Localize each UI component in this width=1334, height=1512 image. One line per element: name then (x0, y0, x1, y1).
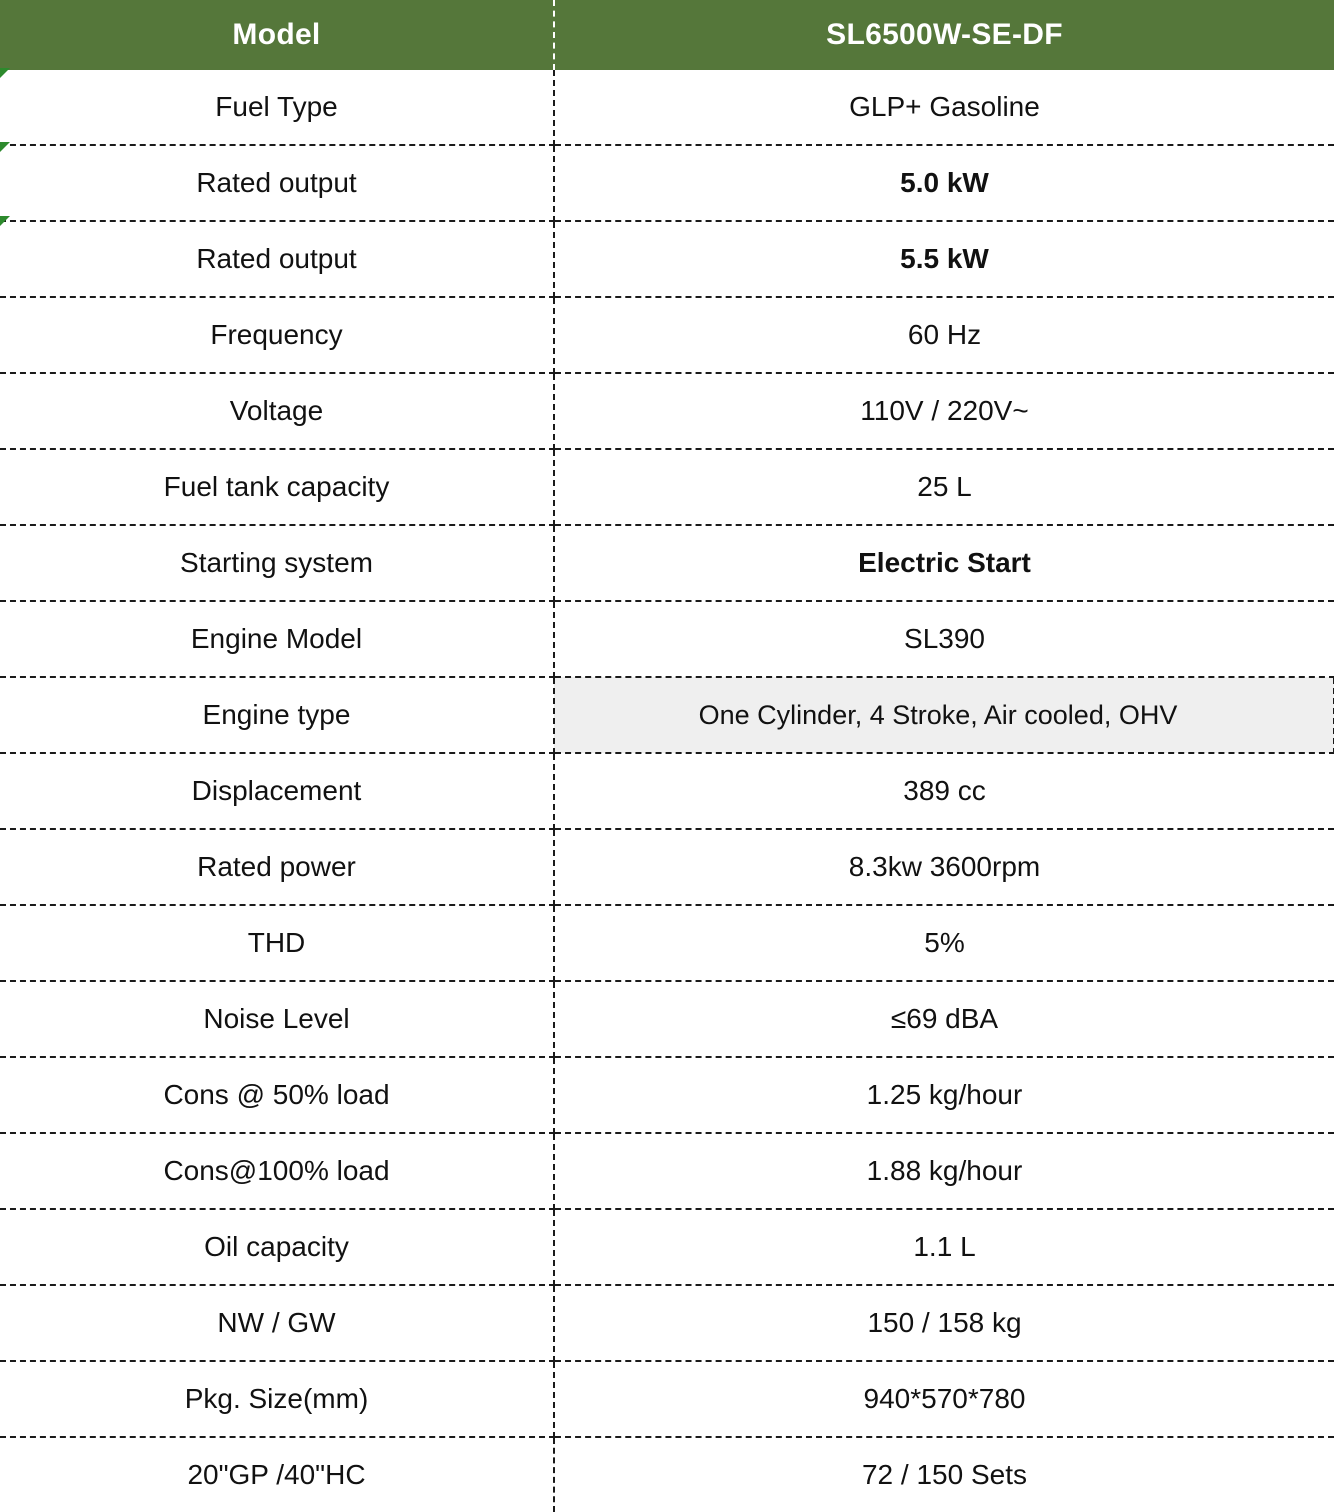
table-row (0, 373, 1334, 449)
row-label: Engine Model (0, 601, 554, 677)
header-cell-model-value: SL6500W-SE-DF (554, 0, 1334, 70)
row-label: Pkg. Size(mm) (0, 1361, 554, 1437)
row-label: Cons@100% load (0, 1133, 554, 1209)
row-label: Rated output (0, 221, 554, 297)
row-label: Rated power (0, 829, 554, 905)
row-label: Fuel tank capacity (0, 449, 554, 525)
table-row (0, 145, 1334, 221)
table-row (0, 1437, 1334, 1512)
table-header-row (0, 0, 1334, 70)
row-value: GLP+ Gasoline (554, 70, 1334, 145)
row-label: Displacement (0, 753, 554, 829)
row-value: 110V / 220V~ (554, 373, 1334, 449)
table-body (0, 70, 1334, 1512)
table-row (0, 1209, 1334, 1285)
row-label: 20"GP /40"HC (0, 1437, 554, 1512)
row-value: 389 cc (554, 753, 1334, 829)
row-value: 1.25 kg/hour (554, 1057, 1334, 1133)
table-row (0, 1057, 1334, 1133)
row-value: 60 Hz (554, 297, 1334, 373)
row-label: Oil capacity (0, 1209, 554, 1285)
table-row (0, 1285, 1334, 1361)
row-value: 5% (554, 905, 1334, 981)
row-value: SL390 (554, 601, 1334, 677)
row-label: Noise Level (0, 981, 554, 1057)
table-row (0, 829, 1334, 905)
table-row (0, 525, 1334, 601)
table-row (0, 297, 1334, 373)
row-label: Voltage (0, 373, 554, 449)
row-value: 5.0 kW (554, 145, 1334, 221)
table-row (0, 449, 1334, 525)
row-value: 72 / 150 Sets (861, 1459, 1027, 1490)
table-row (0, 601, 1334, 677)
row-value: 1.1 L (554, 1209, 1334, 1285)
row-label: THD (0, 905, 554, 981)
header-cell-model: Model (0, 0, 554, 70)
table-row (0, 981, 1334, 1057)
table-row (0, 905, 1334, 981)
row-value: 940*570*780 (554, 1361, 1334, 1437)
row-value: 1.88 kg/hour (554, 1133, 1334, 1209)
row-value: 150 / 158 kg (554, 1285, 1334, 1361)
table-row (0, 221, 1334, 297)
row-value: 8.3kw 3600rpm (554, 829, 1334, 905)
row-label: Starting system (0, 525, 554, 601)
row-value: 25 L (554, 449, 1334, 525)
table-row (0, 1361, 1334, 1437)
row-value (554, 677, 1334, 753)
table-row (0, 1133, 1334, 1209)
row-label: Rated output (0, 145, 554, 221)
row-value: ≤69 dBA (554, 981, 1334, 1057)
row-value-text: One Cylinder, 4 Stroke, Air cooled, OHV (698, 699, 1178, 730)
row-value: 5.5 kW (554, 221, 1334, 297)
row-label: Cons @ 50% load (0, 1057, 554, 1133)
table-row (0, 677, 1334, 753)
row-label: Frequency (0, 297, 554, 373)
table-row (0, 753, 1334, 829)
row-label: Fuel Type (0, 70, 554, 145)
row-label: NW / GW (0, 1285, 554, 1361)
row-label: Engine type (0, 677, 554, 753)
table-row (0, 70, 1334, 145)
row-value: Electric Start (554, 525, 1334, 601)
